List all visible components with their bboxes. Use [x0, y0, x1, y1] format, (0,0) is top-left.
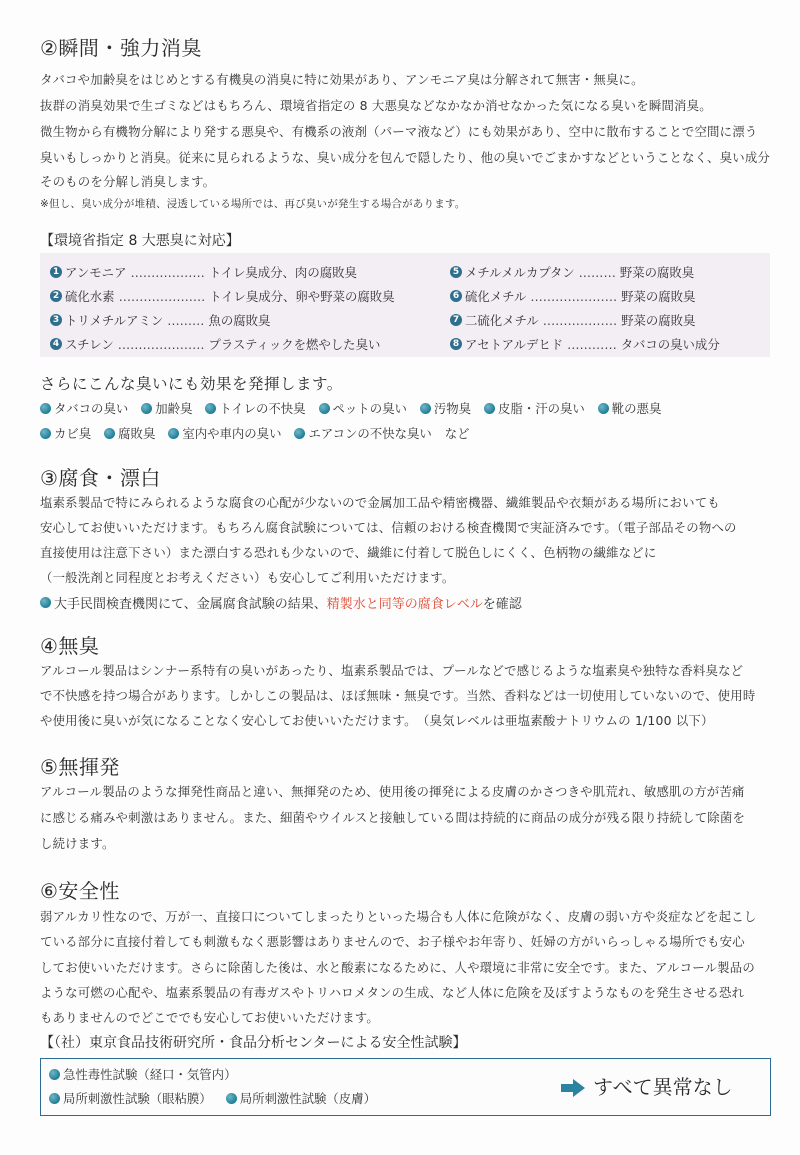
- paragraph-line: 臭いもしっかりと消臭。従来に見られるような、臭い成分を包んで隠したり、他の臭いでごまかすなどということなく、臭い成分: [40, 150, 771, 165]
- safety-test-heading: 【（社）東京食品技術研究所・食品分析センターによる安全性試験】: [40, 1035, 467, 1051]
- odor-description: タバコの臭い成分: [620, 337, 720, 352]
- section-title-odorless: ④無臭: [40, 634, 100, 658]
- number-badge-icon: 4: [50, 338, 62, 350]
- odor-name: メチルメルカプタン: [465, 265, 575, 280]
- paragraph-line: アルコール製品はシンナー系特有の臭いがあったり、塩素系製品では、プールなどで感じるような塩素臭や独特な香料臭など: [40, 663, 744, 678]
- bullet-dot-icon: [40, 428, 51, 439]
- odor-tag: [484, 399, 585, 417]
- odor-name: アセトアルデヒド: [465, 337, 564, 352]
- arrow-right-icon: [561, 1079, 585, 1097]
- bullet-dot-icon: [598, 403, 609, 414]
- odor-tag-label: 加齢臭: [155, 401, 193, 416]
- odor-name: 二硫化メチル: [465, 313, 539, 328]
- leader-dots: …………………: [117, 336, 205, 352]
- section-title-instant-deodorize: ②瞬間・強力消臭: [40, 36, 202, 60]
- odor-tag: [294, 424, 431, 442]
- number-badge-icon: 5: [450, 266, 462, 278]
- test-label: 急性毒性試験（経口・気管内）: [63, 1067, 237, 1082]
- paragraph-line: そのものを分解し消臭します。: [40, 174, 216, 189]
- odor-tag-label: カビ臭: [54, 426, 92, 441]
- odor-tag: [141, 399, 192, 417]
- bullet-dot-icon: [49, 1093, 60, 1104]
- number-badge-icon: 1: [50, 266, 62, 278]
- odor-tag-label: エアコンの不快な臭い: [308, 426, 432, 441]
- odor-tag-label: 腐敗臭: [118, 426, 156, 441]
- odor-name: トリメチルアミン: [65, 313, 164, 328]
- paragraph-line: し続けます。: [40, 836, 115, 851]
- odor-tag: [205, 399, 305, 417]
- odor-tag-label: 靴の悪臭: [611, 401, 662, 416]
- paragraph-line: や使用後に臭いが気になることなく安心してお使いいただけます。 （臭気レベルは亜塩素酸ナトリウムの 1/100 以下）: [40, 713, 714, 728]
- test-label: 局所刺激性試験（眼粘膜）: [63, 1091, 212, 1106]
- odor-tag-label: タバコの臭い: [54, 401, 129, 416]
- paragraph-line: してお使いいただけます。さらに除菌した後は、水と酸素になるために、人や環境に非常に安全です。また、アルコール製品の: [40, 960, 755, 975]
- paragraph-line: 安心してお使いいただけます。もちろん腐食試験については、信頼のおける検査機関で実証済みです。（電子部品その物への: [40, 520, 737, 535]
- leader-dots: ………………: [542, 312, 618, 328]
- bullet-dot-icon: [141, 403, 152, 414]
- paragraph-line: 弱アルカリ性なので、万が一、直接口についてしまったりといった場合も人体に危険がなく、皮膚の弱い方や炎症などを起こし: [40, 909, 757, 924]
- odor-item: [450, 311, 695, 329]
- number-badge-icon: 6: [450, 290, 462, 302]
- odor-name: 硫化水素: [65, 289, 115, 304]
- odor-description: プラスティックを燃やした臭い: [208, 337, 381, 352]
- odor-item: [450, 287, 695, 305]
- test-item: [49, 1065, 236, 1083]
- paragraph-line: ような可燃の心配や、塩素系製品の有毒ガスやトリハロメタンの生成、など人体に危険を及ぼすようなものを発生させる恐れ: [40, 985, 745, 1000]
- odor-description: トイレ臭成分、肉の腐敗臭: [208, 265, 357, 280]
- extra-odors-row-1: [40, 399, 674, 417]
- bullet-dot-icon: [168, 428, 179, 439]
- corrosion-result-bullet: [40, 593, 522, 612]
- note-text: ※但し、臭い成分が堆積、浸透している場所では、再び臭いが発生する場合があります。: [40, 198, 466, 210]
- bullet-dot-icon: [226, 1093, 237, 1104]
- leader-dots: ………: [167, 312, 205, 328]
- odor-item: [50, 335, 380, 353]
- leader-dots: …………………: [530, 288, 618, 304]
- bullet-dot-icon: [319, 403, 330, 414]
- paragraph-line: で不快感を持つ場合があります。しかしこの製品は、ほぼ無味・無臭です。当然、香料などは一切使用していないので、使用時: [40, 688, 756, 703]
- odor-heading: 【環境省指定 8 大悪臭に対応】: [40, 233, 240, 249]
- odor-tag-label: ペットの臭い: [332, 401, 407, 416]
- test-result: すべて異常なし: [593, 1075, 733, 1099]
- odor-tag: [104, 424, 155, 442]
- safety-test-box: [40, 1058, 771, 1116]
- bullet-dot-icon: [484, 403, 495, 414]
- number-badge-icon: 3: [50, 314, 62, 326]
- paragraph-line: アルコール製品のような揮発性商品と違い、無揮発のため、使用後の揮発による皮膚のかさつきや肌荒れ、敏感肌の方が苦痛: [40, 784, 745, 799]
- extra-odors-heading: さらにこんな臭いにも効果を発揮します。: [40, 375, 343, 393]
- paragraph-line: に感じる痛みや刺激はありません。また、細菌やウイルスと接触している間は持続的に商品の成分が残る限り持続して除菌を: [40, 810, 746, 825]
- bullet-dot-icon: [104, 428, 115, 439]
- odor-tag-label: 汚物臭: [433, 401, 472, 416]
- paragraph-line: （一般洗剤と同程度とお考えください）も安心してご利用いただけます。: [40, 570, 455, 585]
- paragraph-line: タバコや加齢臭をはじめとする有機臭の消臭に特に効果があり、アンモニア臭は分解されて無害・無臭に。: [40, 72, 644, 87]
- leader-dots: ………: [578, 264, 616, 280]
- odor-name: 硫化メチル: [465, 289, 527, 304]
- odor-tag-label: 室内や車内の臭い: [182, 426, 282, 441]
- odor-item: [450, 263, 694, 281]
- test-item-row: [49, 1089, 376, 1107]
- odor-tag: [319, 399, 407, 417]
- odor-tag: [40, 424, 91, 442]
- bullet-text: を確認: [482, 597, 522, 612]
- paragraph-line: 抜群の消臭効果で生ゴミなどはもちろん、環境省指定の 8 大悪臭などなかなか消せなかった気になる臭いを瞬間消臭。: [40, 98, 712, 113]
- leader-dots: ………………: [130, 264, 205, 280]
- bullet-dot-icon: [40, 597, 51, 608]
- number-badge-icon: 2: [50, 290, 62, 302]
- odor-description: 野菜の腐敗臭: [619, 265, 695, 280]
- section-title-nonvolatile: ⑤無揮発: [40, 755, 120, 779]
- odor-item: [50, 311, 270, 329]
- paragraph-line: もありませんのでどこででも安心してお使いいただけます。: [40, 1010, 379, 1025]
- paragraph-line: 微生物から有機物分解により発する悪臭や、有機系の液剤（パーマ液など）にも効果があり、空中に散布することで空間に漂う: [40, 124, 758, 139]
- odor-description: トイレ臭成分、卵や野菜の腐敗臭: [209, 289, 395, 304]
- bullet-dot-icon: [294, 428, 305, 439]
- odor-name: スチレン: [65, 337, 114, 352]
- odor-item: [50, 263, 357, 281]
- paragraph-line: 直接使用は注意下さい）また漂白する恐れも少ないので、繊維に付着して脱色しにくく、色柄物の繊維などに: [40, 545, 657, 560]
- odor-description: 野菜の腐敗臭: [621, 289, 696, 304]
- highlight-text: 精製水と同等の腐食レベル: [326, 597, 483, 612]
- odor-item: [50, 287, 395, 305]
- odor-tag-label: トイレの不快臭: [219, 401, 306, 416]
- number-badge-icon: 7: [450, 314, 462, 326]
- extra-odors-row-2: [40, 424, 470, 442]
- leader-dots: …………: [567, 336, 617, 352]
- paragraph-line: ている部分に直接付着しても刺激もなく悪影響はありませんので、お子様やお年寄り、妊婦の方がいらっしゃる場所でも安心: [40, 934, 745, 949]
- odor-tag: [168, 424, 281, 442]
- bullet-dot-icon: [49, 1069, 60, 1080]
- odor-tag: [40, 399, 128, 417]
- odor-description: 魚の腐敗臭: [208, 313, 271, 328]
- etc-text: など: [444, 426, 470, 441]
- odor-item: [450, 335, 720, 353]
- section-title-corrosion: ③腐食・漂白: [40, 466, 161, 490]
- section-title-safety: ⑥安全性: [40, 879, 120, 903]
- paragraph-line: 塩素系製品で特にみられるような腐食の心配が少ないので金属加工品や精密機器、繊維製品や衣類がある場所においても: [40, 495, 720, 510]
- odor-tag: [420, 399, 471, 417]
- bullet-dot-icon: [205, 403, 216, 414]
- bullet-dot-icon: [420, 403, 431, 414]
- odor-name: アンモニア: [65, 265, 127, 280]
- odor-tag: [598, 399, 662, 417]
- bullet-text: 大手民間検査機関にて、金属腐食試験の結果、: [54, 597, 327, 612]
- number-badge-icon: 8: [450, 338, 462, 350]
- odor-description: 野菜の腐敗臭: [621, 313, 696, 328]
- odor-tag-label: 皮脂・汗の臭い: [498, 401, 585, 416]
- test-label: 局所刺激性試験（皮膚）: [239, 1091, 376, 1106]
- leader-dots: …………………: [118, 288, 206, 304]
- bullet-dot-icon: [40, 403, 51, 414]
